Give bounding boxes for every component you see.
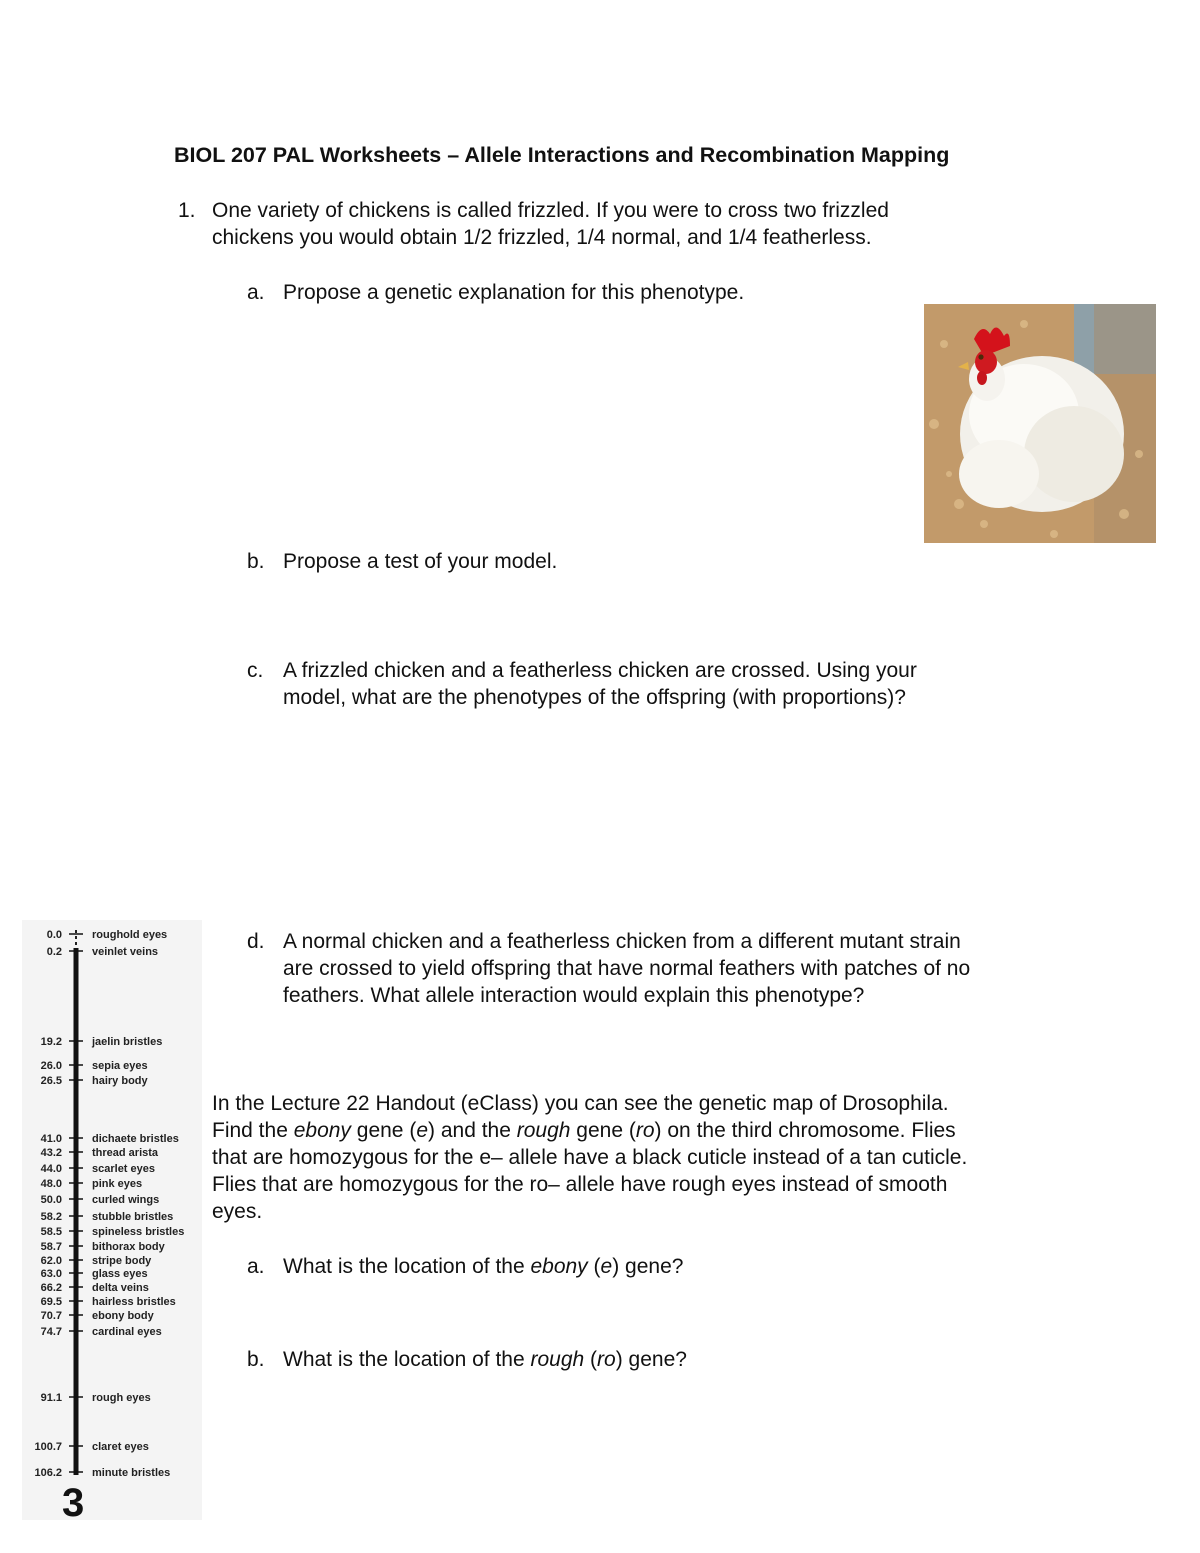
locus-position: 69.5 [40,1296,62,1308]
locus-name: delta veins [92,1282,149,1294]
q1b-text: Propose a test of your model. [283,550,558,573]
q1a-text: Propose a genetic explanation for this phenotype. [283,281,745,304]
locus-name: cardinal eyes [92,1326,162,1338]
locus-name: ebony body [92,1310,154,1322]
locus-position: 74.7 [40,1326,62,1338]
locus-name: veinlet veins [92,946,159,958]
ro-symbol: ro [635,1119,655,1142]
q2a-text-part: ( [587,1255,601,1278]
locus-position: 58.7 [40,1241,62,1253]
locus-name: stubble bristles [92,1211,174,1223]
q2b-text-part: What is the location of the [283,1348,531,1371]
locus-position: 0.2 [46,946,62,958]
locus-name: minute bristles [92,1467,171,1479]
q1d-label: d. [247,930,265,953]
question-2-line-5: eyes. [212,1200,263,1223]
locus-position: 44.0 [40,1163,62,1175]
locus-position: 100.7 [34,1441,62,1453]
chromosome-number: 3 [62,1481,85,1520]
q1d-text [283,928,970,1009]
e-symbol: e [600,1255,613,1278]
question-1-text [212,197,889,251]
locus-name: roughold eyes [92,929,168,941]
locus-name: rough eyes [92,1392,151,1404]
q1a-label: a. [247,281,265,304]
locus-position: 58.2 [40,1211,62,1223]
locus-position: 62.0 [40,1255,62,1267]
q2-text-part: ) on the third chromosome. Flies [654,1119,956,1142]
locus-position: 48.0 [40,1178,62,1190]
locus-name: hairless bristles [92,1296,176,1308]
locus-name: spineless bristles [92,1226,185,1238]
q2a-text-part: ) gene? [612,1255,684,1278]
question-2-text [212,1090,967,1225]
rough-term: rough [530,1348,585,1371]
page-title: BIOL 207 PAL Worksheets – Allele Interactions and Recombination Mapping [174,143,950,167]
q2b-label: b. [247,1348,265,1371]
chromosome-3-map [22,920,202,1520]
locus-position: 91.1 [40,1392,62,1404]
q2-text-part: ) and the [428,1119,517,1142]
q2b-text [283,1346,687,1373]
question-2-line-1: In the Lecture 22 Handout (eClass) you can see the genetic map of Drosophila. [212,1092,949,1115]
locus-position: 70.7 [40,1310,62,1322]
question-1-line-1: One variety of chickens is called frizzled. If you were to cross two frizzled [212,199,889,222]
q2a-label: a. [247,1255,265,1278]
locus-name: jaelin bristles [92,1036,163,1048]
question-2-line-4: Flies that are homozygous for the ro– allele have rough eyes instead of smooth [212,1173,948,1196]
locus-name: sepia eyes [92,1060,148,1072]
locus-name: stripe body [92,1255,152,1267]
frizzled-chicken-photo [924,304,1156,543]
q1c-label: c. [247,659,264,682]
question-2-line-3: that are homozygous for the e– allele have a black cuticle instead of a tan cuticle. [212,1146,968,1169]
q2a-text [283,1253,683,1280]
locus-position: 63.0 [40,1268,62,1280]
ro-symbol: ro [597,1348,616,1371]
rough-term: rough [516,1119,571,1142]
locus-position: 50.0 [40,1194,62,1206]
locus-position: 106.2 [34,1467,62,1479]
question-2-line-2 [212,1117,967,1144]
q1c-line-1: A frizzled chicken and a featherless chicken are crossed. Using your [283,659,917,682]
q1d-line-1: A normal chicken and a featherless chicken from a different mutant strain [283,930,961,953]
locus-position: 26.5 [40,1075,62,1087]
q2-text-part: gene ( [570,1119,636,1142]
q2-text-part: Find the [212,1119,294,1142]
q1c-text [283,657,917,711]
e-symbol: e [416,1119,429,1142]
q1c-line-2: model, what are the phenotypes of the offspring (with proportions)? [283,686,906,709]
locus-position: 26.0 [40,1060,62,1072]
locus-name: scarlet eyes [92,1163,155,1175]
locus-name: glass eyes [92,1268,148,1280]
q1b-label: b. [247,550,265,573]
locus-position: 66.2 [40,1282,62,1294]
locus-name: pink eyes [92,1178,143,1190]
q2b-text-part: ( [584,1348,598,1371]
locus-name: dichaete bristles [92,1133,179,1145]
locus-position: 0.0 [46,929,62,941]
locus-name: curled wings [92,1194,160,1206]
locus-position: 43.2 [40,1147,62,1159]
locus-name: claret eyes [92,1441,149,1453]
locus-position: 19.2 [40,1036,62,1048]
ebony-term: ebony [293,1119,351,1142]
question-1-line-2: chickens you would obtain 1/2 frizzled, 1/4 normal, and 1/4 featherless. [212,226,872,249]
question-1-number: 1. [178,199,196,222]
q1d-line-3: feathers. What allele interaction would explain this phenotype? [283,984,865,1007]
locus-position: 41.0 [40,1133,62,1145]
locus-name: bithorax body [92,1241,165,1253]
q2a-text-part: What is the location of the [283,1255,531,1278]
q2b-text-part: ) gene? [615,1348,687,1371]
locus-position: 58.5 [40,1226,62,1238]
locus-name: thread arista [92,1147,159,1159]
q1d-line-2: are crossed to yield offspring that have normal feathers with patches of no [283,957,971,980]
ebony-term: ebony [530,1255,588,1278]
locus-name: hairy body [92,1075,148,1087]
q2-text-part: gene ( [350,1119,417,1142]
